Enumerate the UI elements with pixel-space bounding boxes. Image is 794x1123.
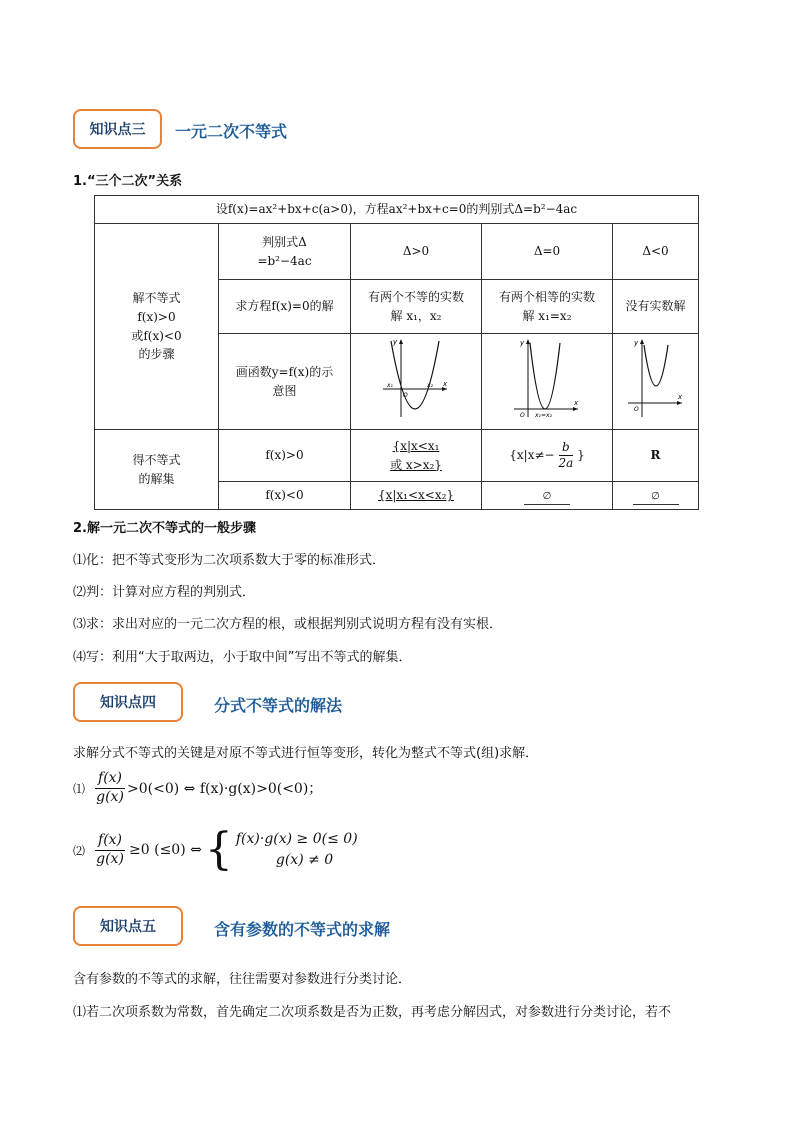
gt-label: f(x)>0 xyxy=(219,430,351,482)
graph-label-2: 意图 xyxy=(272,383,297,398)
left-label-3: 或f(x)<0 xyxy=(131,328,182,343)
lt-zero-empty: ∅ xyxy=(524,489,570,506)
left-brace: { xyxy=(204,824,233,875)
parabola-no-root-graph xyxy=(626,337,686,421)
step-2: ⑵判：计算对应方程的判别式． xyxy=(73,585,256,600)
parabola-curve xyxy=(530,343,560,409)
fraction-denominator: g(x) xyxy=(96,788,124,805)
roots-positive-2: 解 x₁，x₂ xyxy=(390,308,442,323)
part1-heading: 1.“三个二次”关系 xyxy=(73,174,183,189)
section-5-title: 含有参数的不等式的求解 xyxy=(214,920,391,939)
origin-label: O xyxy=(633,405,639,413)
param-rule-1: ⑴若二次项系数为常数，首先确定二次项系数是否为正数，再考虑分解因式，对参数进行分类讨论，若不 xyxy=(73,1005,672,1020)
roots-negative: 没有实数解 xyxy=(613,280,699,334)
graph-label-cell xyxy=(219,334,351,430)
three-quadratics-table xyxy=(94,195,699,510)
lt-negative-empty: ∅ xyxy=(633,489,679,506)
gt-zero-set: {x|x≠− xyxy=(509,448,555,462)
rule-2-fraction xyxy=(95,832,125,868)
rule-1-rhs: >0(<0) ⇔ f(x)·g(x)>0(<0)； xyxy=(127,781,323,797)
solset-label-2: 的解集 xyxy=(138,471,175,486)
system-line-1: f(x)·g(x) ≥ 0(≤ 0) xyxy=(235,831,358,847)
parabola-one-root-graph xyxy=(512,337,582,421)
gt-positive xyxy=(351,430,482,482)
gt-negative: R xyxy=(613,430,699,482)
x1-label: x₁ xyxy=(387,381,393,389)
fraction-rule-1 xyxy=(73,770,322,806)
x-label: x xyxy=(443,379,448,388)
rule-1-fraction xyxy=(95,770,125,806)
parabola-two-roots-graph xyxy=(381,337,451,421)
x2-label: x₂ xyxy=(427,381,433,389)
part2-heading: 2.解一元二次不等式的一般步骤 xyxy=(73,521,256,536)
rule-2-index: ⑵ xyxy=(73,843,86,858)
y-label: y xyxy=(633,338,638,347)
disc-label-2: =b²−4ac xyxy=(257,253,312,268)
x-label: x xyxy=(677,392,682,401)
x-label: x xyxy=(574,398,579,407)
step-1: ⑴化：把不等式变形为二次项系数大于零的标准形式． xyxy=(73,553,386,568)
gt-zero-close: } xyxy=(577,448,585,462)
gt-positive-2: 或 x>x₂} xyxy=(390,457,442,472)
fraction-numerator: b xyxy=(559,440,573,456)
lt-positive xyxy=(351,482,482,510)
rule-2-mid: ≥0 (≤0) ⇔ xyxy=(129,842,202,858)
fraction-denominator: g(x) xyxy=(96,850,124,867)
left-label-2: f(x)>0 xyxy=(137,309,176,324)
roots-zero xyxy=(482,280,613,334)
step-4: ⑷写：利用“大于取两边，小于取中间”写出不等式的解集． xyxy=(73,650,412,665)
gt-zero xyxy=(482,430,613,482)
lt-label: f(x)<0 xyxy=(219,482,351,510)
fraction-numerator: f(x) xyxy=(95,832,125,851)
fraction-intro: 求解分式不等式的关键是对原不等式进行恒等变形，转化为整式不等式(组)求解． xyxy=(73,746,539,761)
fraction-rule-2 xyxy=(73,824,358,875)
parabola-curve xyxy=(391,341,439,409)
disc-label-cell xyxy=(219,224,351,280)
gt-positive-1: {x|x<x₁ xyxy=(392,438,440,453)
param-intro: 含有参数的不等式的求解，往往需要对参数进行分类讨论． xyxy=(73,972,412,987)
system-line-2: g(x) ≠ 0 xyxy=(275,852,334,868)
disc-label-1: 判别式Δ xyxy=(262,234,307,249)
graph-no-root-cell xyxy=(613,334,699,430)
col-disc-negative: Δ<0 xyxy=(613,224,699,280)
rule-2-system xyxy=(236,829,358,871)
roots-label: 求方程f(x)=0的解 xyxy=(219,280,351,334)
table-header: 设f(x)=ax²+bx+c(a>0)，方程ax²+bx+c=0的判别式Δ=b²−4ac xyxy=(95,196,699,224)
fraction-numerator: f(x) xyxy=(95,770,125,789)
left-label-1: 解不等式 xyxy=(132,291,181,306)
graph-one-root-cell xyxy=(482,334,613,430)
lt-zero xyxy=(482,482,613,510)
lt-positive-set: {x|x₁<x<x₂} xyxy=(377,488,455,503)
graph-label-1: 画函数y=f(x)的示 xyxy=(235,364,334,379)
solset-label-cell xyxy=(95,430,219,510)
left-label-4: 的步骤 xyxy=(138,347,175,362)
col-disc-positive: Δ>0 xyxy=(351,224,482,280)
col-disc-zero: Δ=0 xyxy=(482,224,613,280)
y-label: y xyxy=(520,338,525,347)
section-4-box: 知识点四 xyxy=(73,682,183,722)
section-5-box: 知识点五 xyxy=(73,906,183,946)
x12-label: x₁=x₂ xyxy=(535,411,552,419)
lt-negative xyxy=(613,482,699,510)
origin-label: O xyxy=(520,411,525,419)
section-4-title: 分式不等式的解法 xyxy=(214,696,343,715)
left-label-cell xyxy=(95,224,219,430)
graph-two-roots-cell xyxy=(351,334,482,430)
roots-zero-2: 解 x₁=x₂ xyxy=(522,308,572,323)
roots-positive-1: 有两个不等的实数 xyxy=(367,289,464,304)
parabola-curve xyxy=(644,345,668,386)
roots-positive xyxy=(351,280,482,334)
y-label: y xyxy=(393,337,398,346)
section-3-title: 一元二次不等式 xyxy=(175,122,288,141)
roots-zero-1: 有两个相等的实数 xyxy=(498,289,595,304)
gt-zero-fraction xyxy=(558,440,573,471)
rule-1-index: ⑴ xyxy=(73,781,86,796)
step-3: ⑶求：求出对应的一元二次方程的根，或根据判别式说明方程有没有实根． xyxy=(73,617,503,632)
origin-label: O xyxy=(403,391,408,399)
solset-label-1: 得不等式 xyxy=(132,452,181,467)
section-3-box: 知识点三 xyxy=(73,109,162,149)
fraction-denominator: 2a xyxy=(558,456,574,470)
